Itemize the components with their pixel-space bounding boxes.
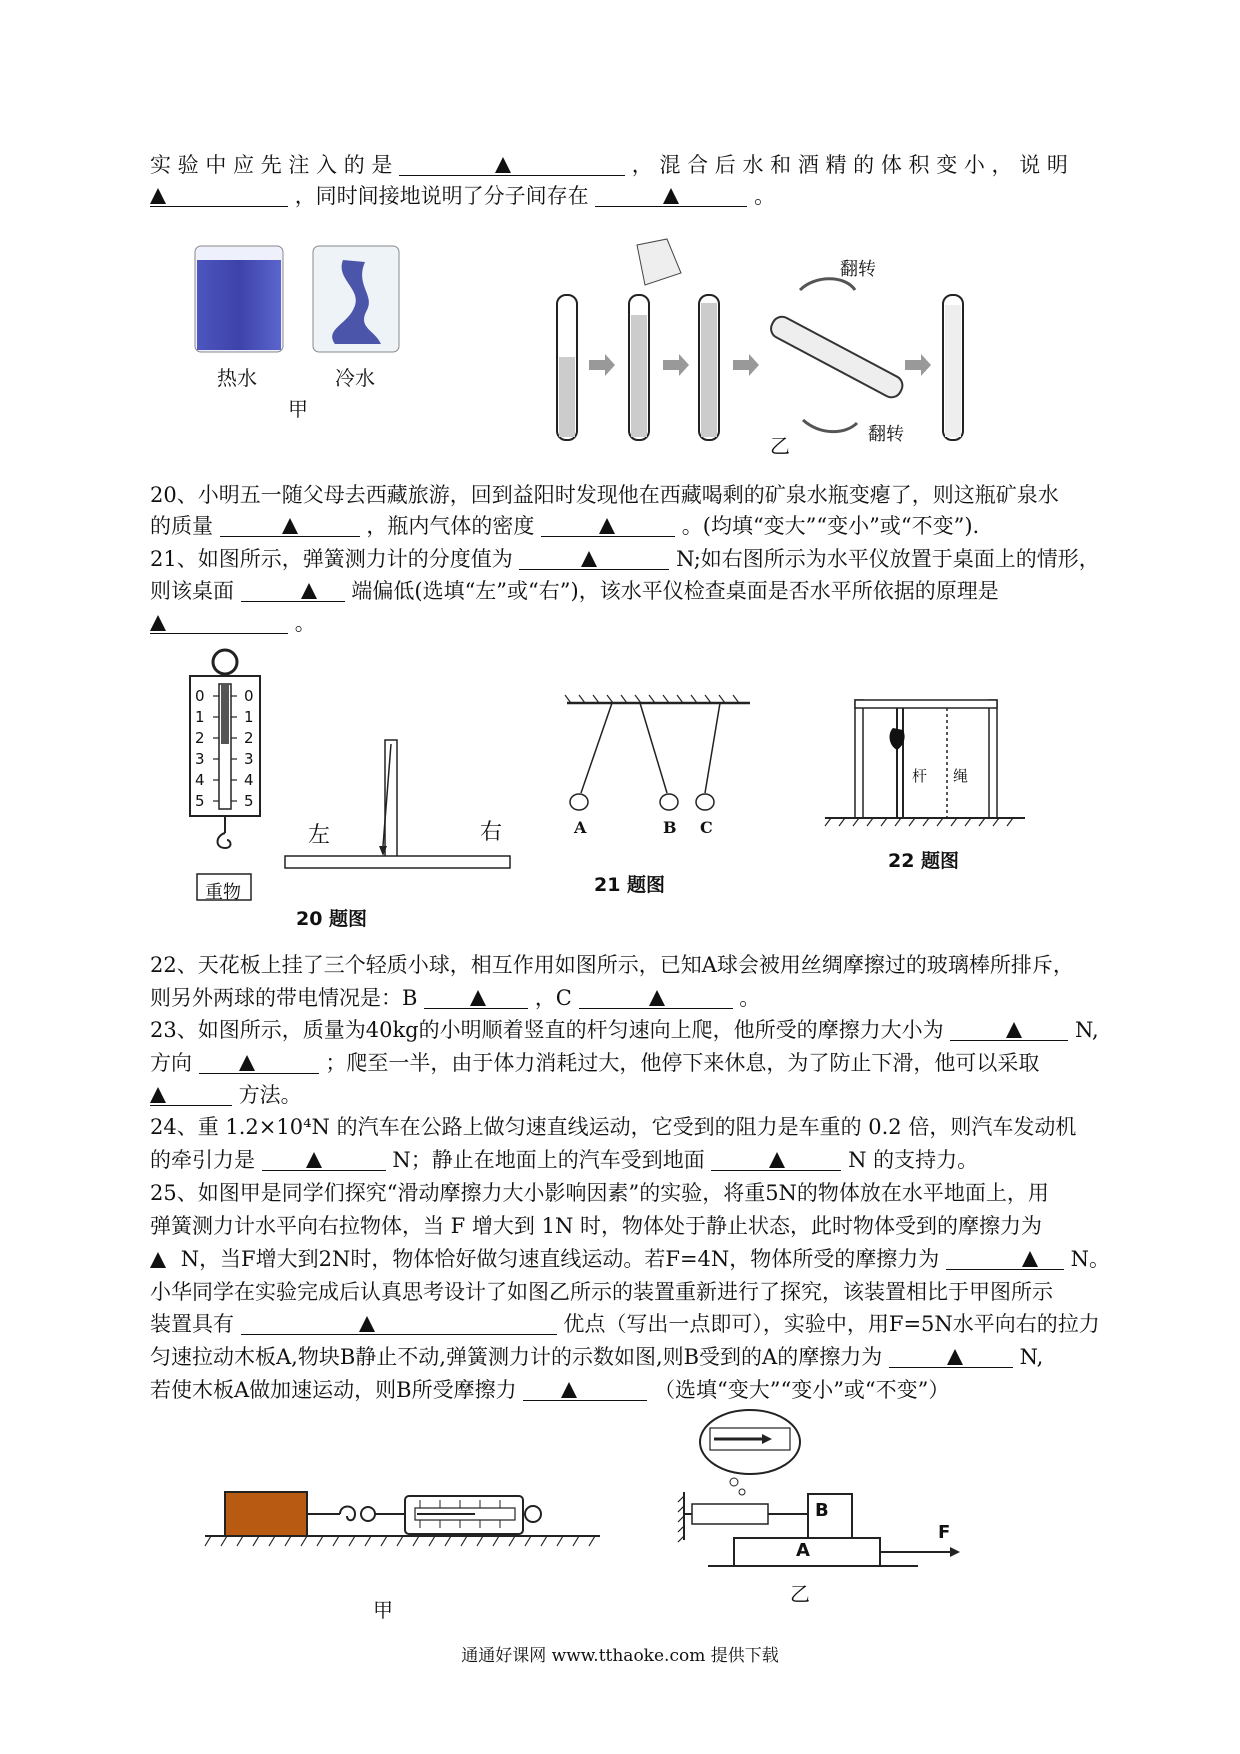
figure-yi-bottom-label: 乙 (790, 1582, 810, 1606)
q25-line6: 匀速拉动木板A,物块B静止不动,弹簧测力计的示数如图,则B受到的A的摩擦力为 N, (150, 1345, 1044, 1369)
answer-blank[interactable] (946, 1247, 1064, 1270)
q21-line3: 。 (150, 610, 316, 636)
answer-blank[interactable] (579, 986, 733, 1009)
triangle-icon (359, 1316, 375, 1332)
q21-line2: 则该桌面 端偏低(选填“左”或“右”)，该水平仪检查桌面是否水平所依据的原理是 (150, 579, 999, 603)
answer-blank[interactable] (150, 1083, 232, 1106)
answer-blank[interactable] (399, 153, 625, 176)
test-tubes-figure (545, 245, 995, 445)
cold-water-label: 冷水 (335, 366, 375, 390)
answer-blank[interactable] (241, 579, 345, 602)
board-a-label: A (796, 1540, 810, 1561)
q19-line2: ，同时间接地说明了分子间存在 。 (150, 183, 775, 209)
triangle-icon (239, 1055, 255, 1071)
q23-line2: 方向 ；爬至一半，由于体力消耗过大，他停下来休息，为了防止下滑，他可以采取 (150, 1051, 1040, 1075)
triangle-icon (495, 157, 511, 173)
scale-numbers-right: 0 1 2 3 4 5 (244, 687, 254, 810)
answer-blank[interactable] (241, 1312, 557, 1335)
answer-blank[interactable] (889, 1345, 1013, 1368)
q25-line1: 25、如图甲是同学们探究“滑动摩擦力大小影响因素”的实验，将重5N的物体放在水平地面上，用 (150, 1181, 1049, 1205)
answer-blank[interactable] (220, 514, 360, 537)
q22-line2: 则另外两球的带电情况是：B ，C 。 (150, 986, 761, 1010)
flip-bottom-label: 翻转 (868, 424, 904, 445)
q20-line1: 20、小明五一随父母去西藏旅游，回到益阳时发现他在西藏喝剩的矿泉水瓶变瘪了，则这瓶矿泉水 (150, 483, 1059, 507)
answer-blank[interactable] (150, 184, 288, 207)
triangle-icon (947, 1349, 963, 1365)
block-b-label: B (815, 1500, 829, 1521)
triangle-icon (150, 1087, 166, 1103)
answer-blank[interactable] (523, 1378, 647, 1401)
triangle-icon (301, 583, 317, 599)
triangle-icon (1022, 1251, 1038, 1267)
triangle-icon (581, 551, 597, 567)
friction-setup-jia (205, 1476, 605, 1586)
q23-line3: 方法。 (150, 1082, 302, 1108)
answer-blank[interactable] (262, 1148, 386, 1171)
scale-numbers-left: 0 1 2 3 4 5 (195, 687, 205, 810)
triangle-icon (150, 1252, 166, 1268)
q25-line3: N，当F增大到2N时，物体恰好做匀速直线运动。若F=4N，物体所受的摩擦力为 N。 (150, 1246, 1110, 1272)
answer-blank[interactable] (519, 547, 669, 570)
q24-line1: 24、重 1.2×10⁴N 的汽车在公路上做匀速直线运动，它受到的阻力是车重的 0.2 倍，则汽车发动机 (150, 1115, 1077, 1139)
q21-line1: 21、如图所示，弹簧测力计的分度值为 N;如右图所示为水平仪放置于桌面上的情形， (150, 547, 1100, 571)
figure-20-caption: 20 题图 (296, 908, 368, 930)
q19-line1: 实 验 中 应 先 注 入 的 是 ， 混 合 后 水 和 酒 精 的 体 积 变 小 ， 说 明 (150, 153, 1068, 177)
right-label: 右 (480, 820, 503, 845)
page-footer: 通通好课网 www.tthaoke.com 提供下载 (461, 1646, 779, 1666)
flip-top-label: 翻转 (840, 259, 876, 280)
figure-jia-bottom-label: 甲 (373, 1598, 393, 1622)
triangle-icon (306, 1152, 322, 1168)
triangle-icon (150, 615, 166, 631)
figure-22-caption: 22 题图 (888, 850, 960, 872)
ball-b-label: B (663, 818, 677, 837)
triangle-icon (663, 188, 679, 204)
triangle-icon (470, 990, 486, 1006)
answer-blank[interactable] (150, 1248, 174, 1270)
triangle-icon (769, 1152, 785, 1168)
figure-21-caption: 21 题图 (594, 874, 666, 896)
q20-line2: 的质量 ，瓶内气体的密度 。(均填“变大”“变小”或“不变”). (150, 514, 980, 538)
triangle-icon (282, 518, 298, 534)
answer-blank[interactable] (424, 986, 528, 1009)
ball-c-label: C (700, 818, 713, 837)
pole-rope-figure (825, 698, 1025, 828)
triangle-icon (561, 1382, 577, 1398)
figure-jia-label: 甲 (288, 397, 308, 421)
answer-blank[interactable] (199, 1051, 319, 1074)
answer-blank[interactable] (150, 611, 288, 634)
triangle-icon (649, 990, 665, 1006)
ball-a-label: A (574, 818, 587, 837)
left-label: 左 (308, 823, 331, 848)
q24-line2: 的牵引力是 N；静止在地面上的汽车受到地面 N 的支持力。 (150, 1148, 979, 1172)
pole-label: 杆 (912, 767, 928, 785)
weight-label: 重物 (205, 882, 241, 903)
triangle-icon (599, 518, 615, 534)
answer-blank[interactable] (595, 184, 747, 207)
answer-blank[interactable] (950, 1018, 1068, 1041)
q25-line4: 小华同学在实验完成后认真思考设计了如图乙所示的装置重新进行了探究，该装置相比于甲图所示 (150, 1280, 1053, 1304)
hot-water-label: 热水 (217, 366, 257, 390)
triangle-icon (150, 188, 166, 204)
q25-line7: 若使木板A做加速运动，则B所受摩擦力 （选填“变大”“变小”或“不变”） (150, 1378, 950, 1402)
answer-blank[interactable] (541, 514, 675, 537)
hanging-balls-figure (565, 695, 755, 815)
q25-line5: 装置具有 优点（写出一点即可），实验中，用F=5N水平向右的拉力 (150, 1312, 1100, 1336)
triangle-icon (1006, 1022, 1022, 1038)
answer-blank[interactable] (711, 1148, 841, 1171)
q22-line1: 22、天花板上挂了三个轻质小球，相互作用如图所示，已知A球会被用丝绸摩擦过的玻璃棒所排斥， (150, 953, 1074, 977)
q23-line1: 23、如图所示，质量为40kg的小明顺着竖直的杆匀速向上爬，他所受的摩擦力大小为 N, (150, 1018, 1099, 1042)
rope-label: 绳 (953, 767, 969, 785)
q25-line2: 弹簧测力计水平向右拉物体，当 F 增大到 1N 时，物体处于静止状态，此时物体受到的摩擦力为 (150, 1214, 1043, 1238)
figure-yi-label: 乙 (770, 434, 790, 458)
force-f-label: F (938, 1522, 951, 1543)
